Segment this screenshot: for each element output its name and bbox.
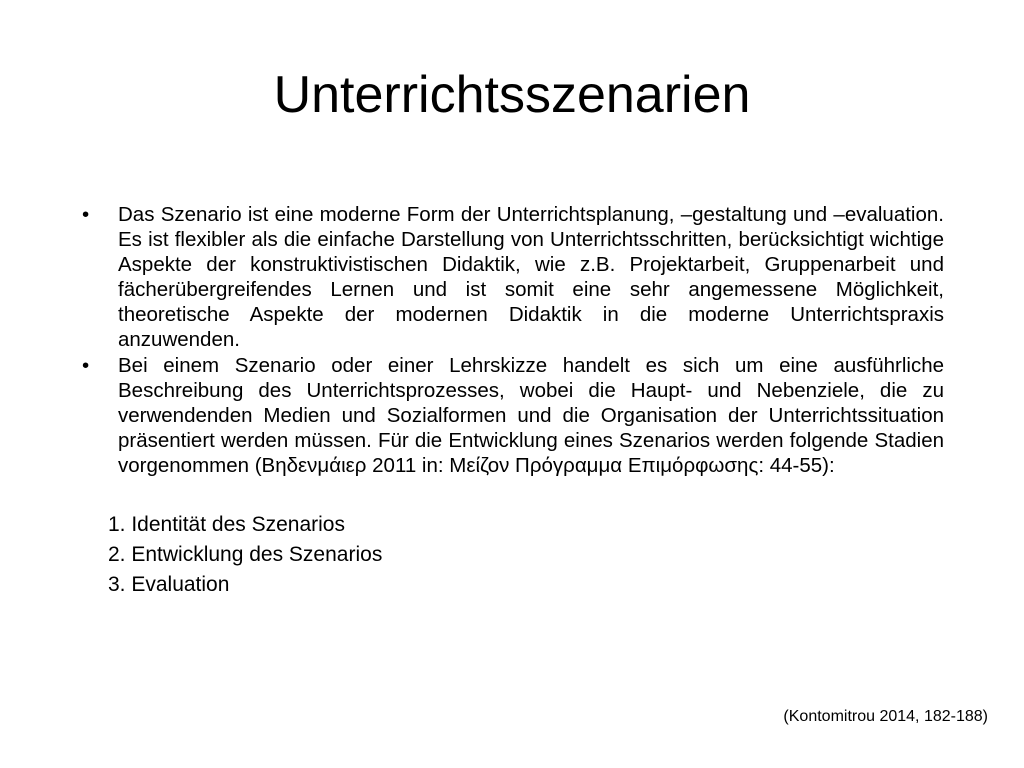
bullet-list — [82, 202, 944, 479]
bullet-icon: • — [82, 203, 90, 226]
bullet-text: Bei einem Szenario oder einer Lehrskizze handelt es sich um eine ausführliche Beschreibung des Unterrichtsprozesses, wobei die Haupt- und Nebenziele, die zu verwendenden Medien und Sozialformen und die Organisation der Unterrichtssituation präsentiert werden müssen. Für die Entwicklung eines Szenarios werden folgende Stadien vorgenommen (Βηδενμάιερ 2011 in: Μείζον Πρόγραμμα Επιμόρφωσης: 44-55): — [118, 354, 944, 477]
bullet-icon: • — [82, 354, 90, 377]
bullet-item-definition — [82, 202, 944, 352]
citation: (Kontomitrou 2014, 182-188) — [783, 708, 988, 725]
stages-list — [108, 510, 382, 600]
stage-item: 3. Evaluation — [108, 573, 230, 596]
stage-item: 2. Entwicklung des Szenarios — [108, 543, 383, 566]
bullet-item-description — [82, 353, 944, 478]
slide-title: Unterrichtsszenarien — [273, 66, 751, 124]
bullet-text: Das Szenario ist eine moderne Form der Unterrichtsplanung, –gestaltung und –evaluation. Es ist flexibler als die einfache Darstellung von Unterrichtsschritten, berücksichtigt wichtige Aspekte der konstruktivistischen Didaktik, wie z.B. Projektarbeit, Gruppenarbeit und fächerübergreifendes Lernen und ist somit eine sehr angemessene Möglichkeit, theoretische Aspekte der modernen Didaktik in die moderne Unterrichtspraxis anzuwenden. — [118, 203, 944, 351]
stage-item: 1. Identität des Szenarios — [108, 513, 345, 536]
